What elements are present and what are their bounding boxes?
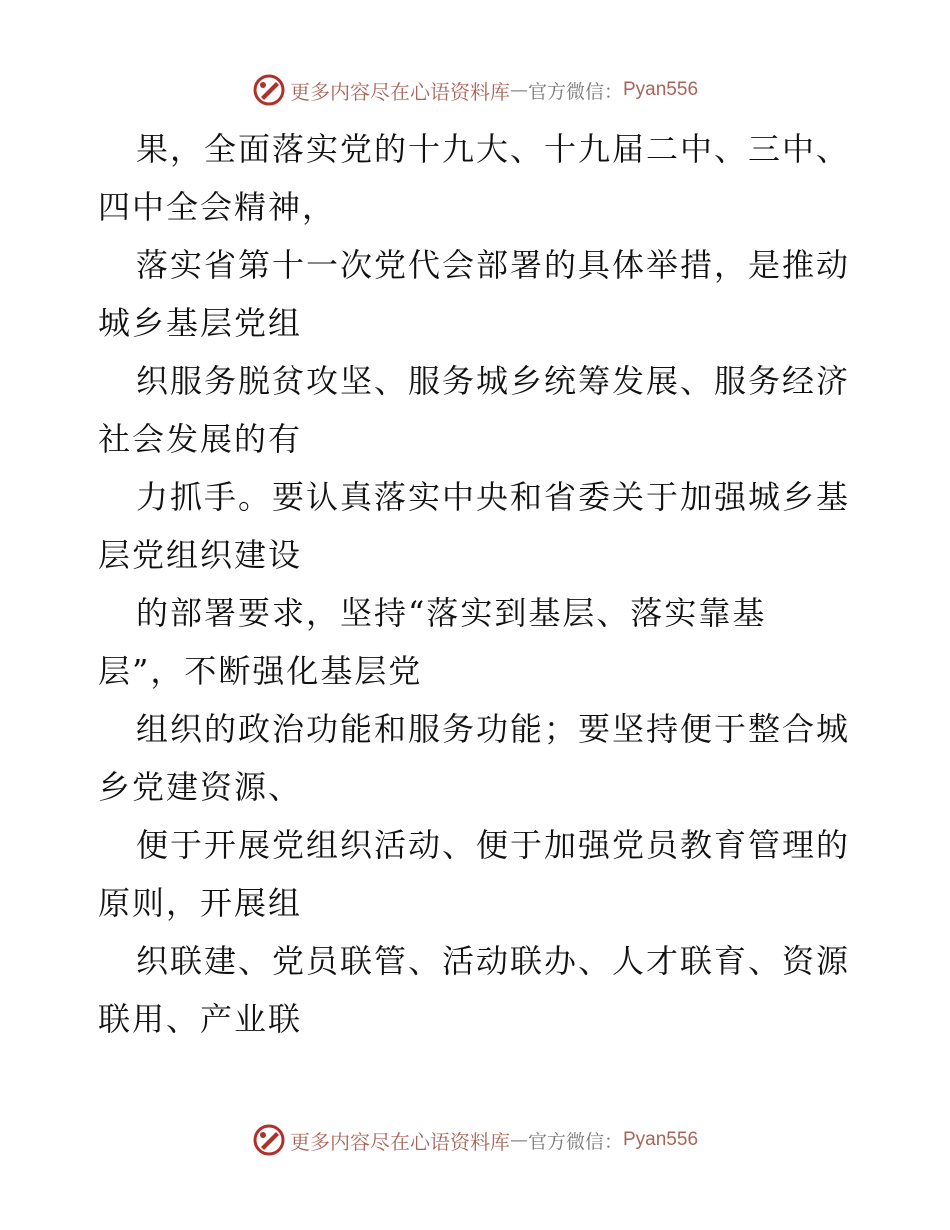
document-body bbox=[98, 120, 858, 1048]
watermark-brand: 更多内容尽在心语资料库 bbox=[289, 1129, 510, 1154]
body-line: 社会发展的有 bbox=[98, 420, 303, 458]
watermark-separator: — bbox=[509, 79, 528, 101]
body-line: 乡党建资源、 bbox=[98, 768, 303, 806]
watermark-account: Pyan556 bbox=[623, 1129, 699, 1150]
body-line: 四中全会精神， bbox=[98, 188, 337, 226]
footer-watermark bbox=[0, 1120, 950, 1160]
watermark-official: 官方微信： bbox=[527, 1130, 623, 1153]
brand-logo-icon bbox=[252, 73, 286, 107]
watermark-brand: 更多内容尽在心语资料库 bbox=[289, 79, 510, 104]
body-line: 层党组织建设 bbox=[98, 536, 303, 574]
header-watermark bbox=[0, 70, 950, 110]
body-line: 联用、产业联 bbox=[98, 1000, 303, 1038]
body-line: 的部署要求，坚持“落实到基层、落实靠基 bbox=[136, 594, 767, 632]
body-line: 落实省第十一次党代会部署的具体举措，是推动 bbox=[136, 246, 851, 284]
body-line: 力抓手。要认真落实中央和省委关于加强城乡基 bbox=[136, 478, 851, 516]
body-line: 原则，开展组 bbox=[98, 884, 303, 922]
watermark-separator: — bbox=[509, 1129, 528, 1151]
body-line: 便于开展党组织活动、便于加强党员教育管理的 bbox=[136, 826, 851, 864]
body-line: 果，全面落实党的十九大、十九届二中、三中、 bbox=[136, 130, 851, 168]
body-line: 织联建、党员联管、活动联办、人才联育、资源 bbox=[136, 942, 851, 980]
body-line: 层”，不断强化基层党 bbox=[98, 652, 423, 690]
body-line: 城乡基层党组 bbox=[98, 304, 303, 342]
brand-logo-icon bbox=[252, 1123, 286, 1157]
watermark-official: 官方微信： bbox=[527, 80, 623, 103]
body-line: 织服务脱贫攻坚、服务城乡统筹发展、服务经济 bbox=[136, 362, 851, 400]
body-line: 组织的政治功能和服务功能；要坚持便于整合城 bbox=[136, 710, 851, 748]
watermark-account: Pyan556 bbox=[623, 79, 699, 100]
